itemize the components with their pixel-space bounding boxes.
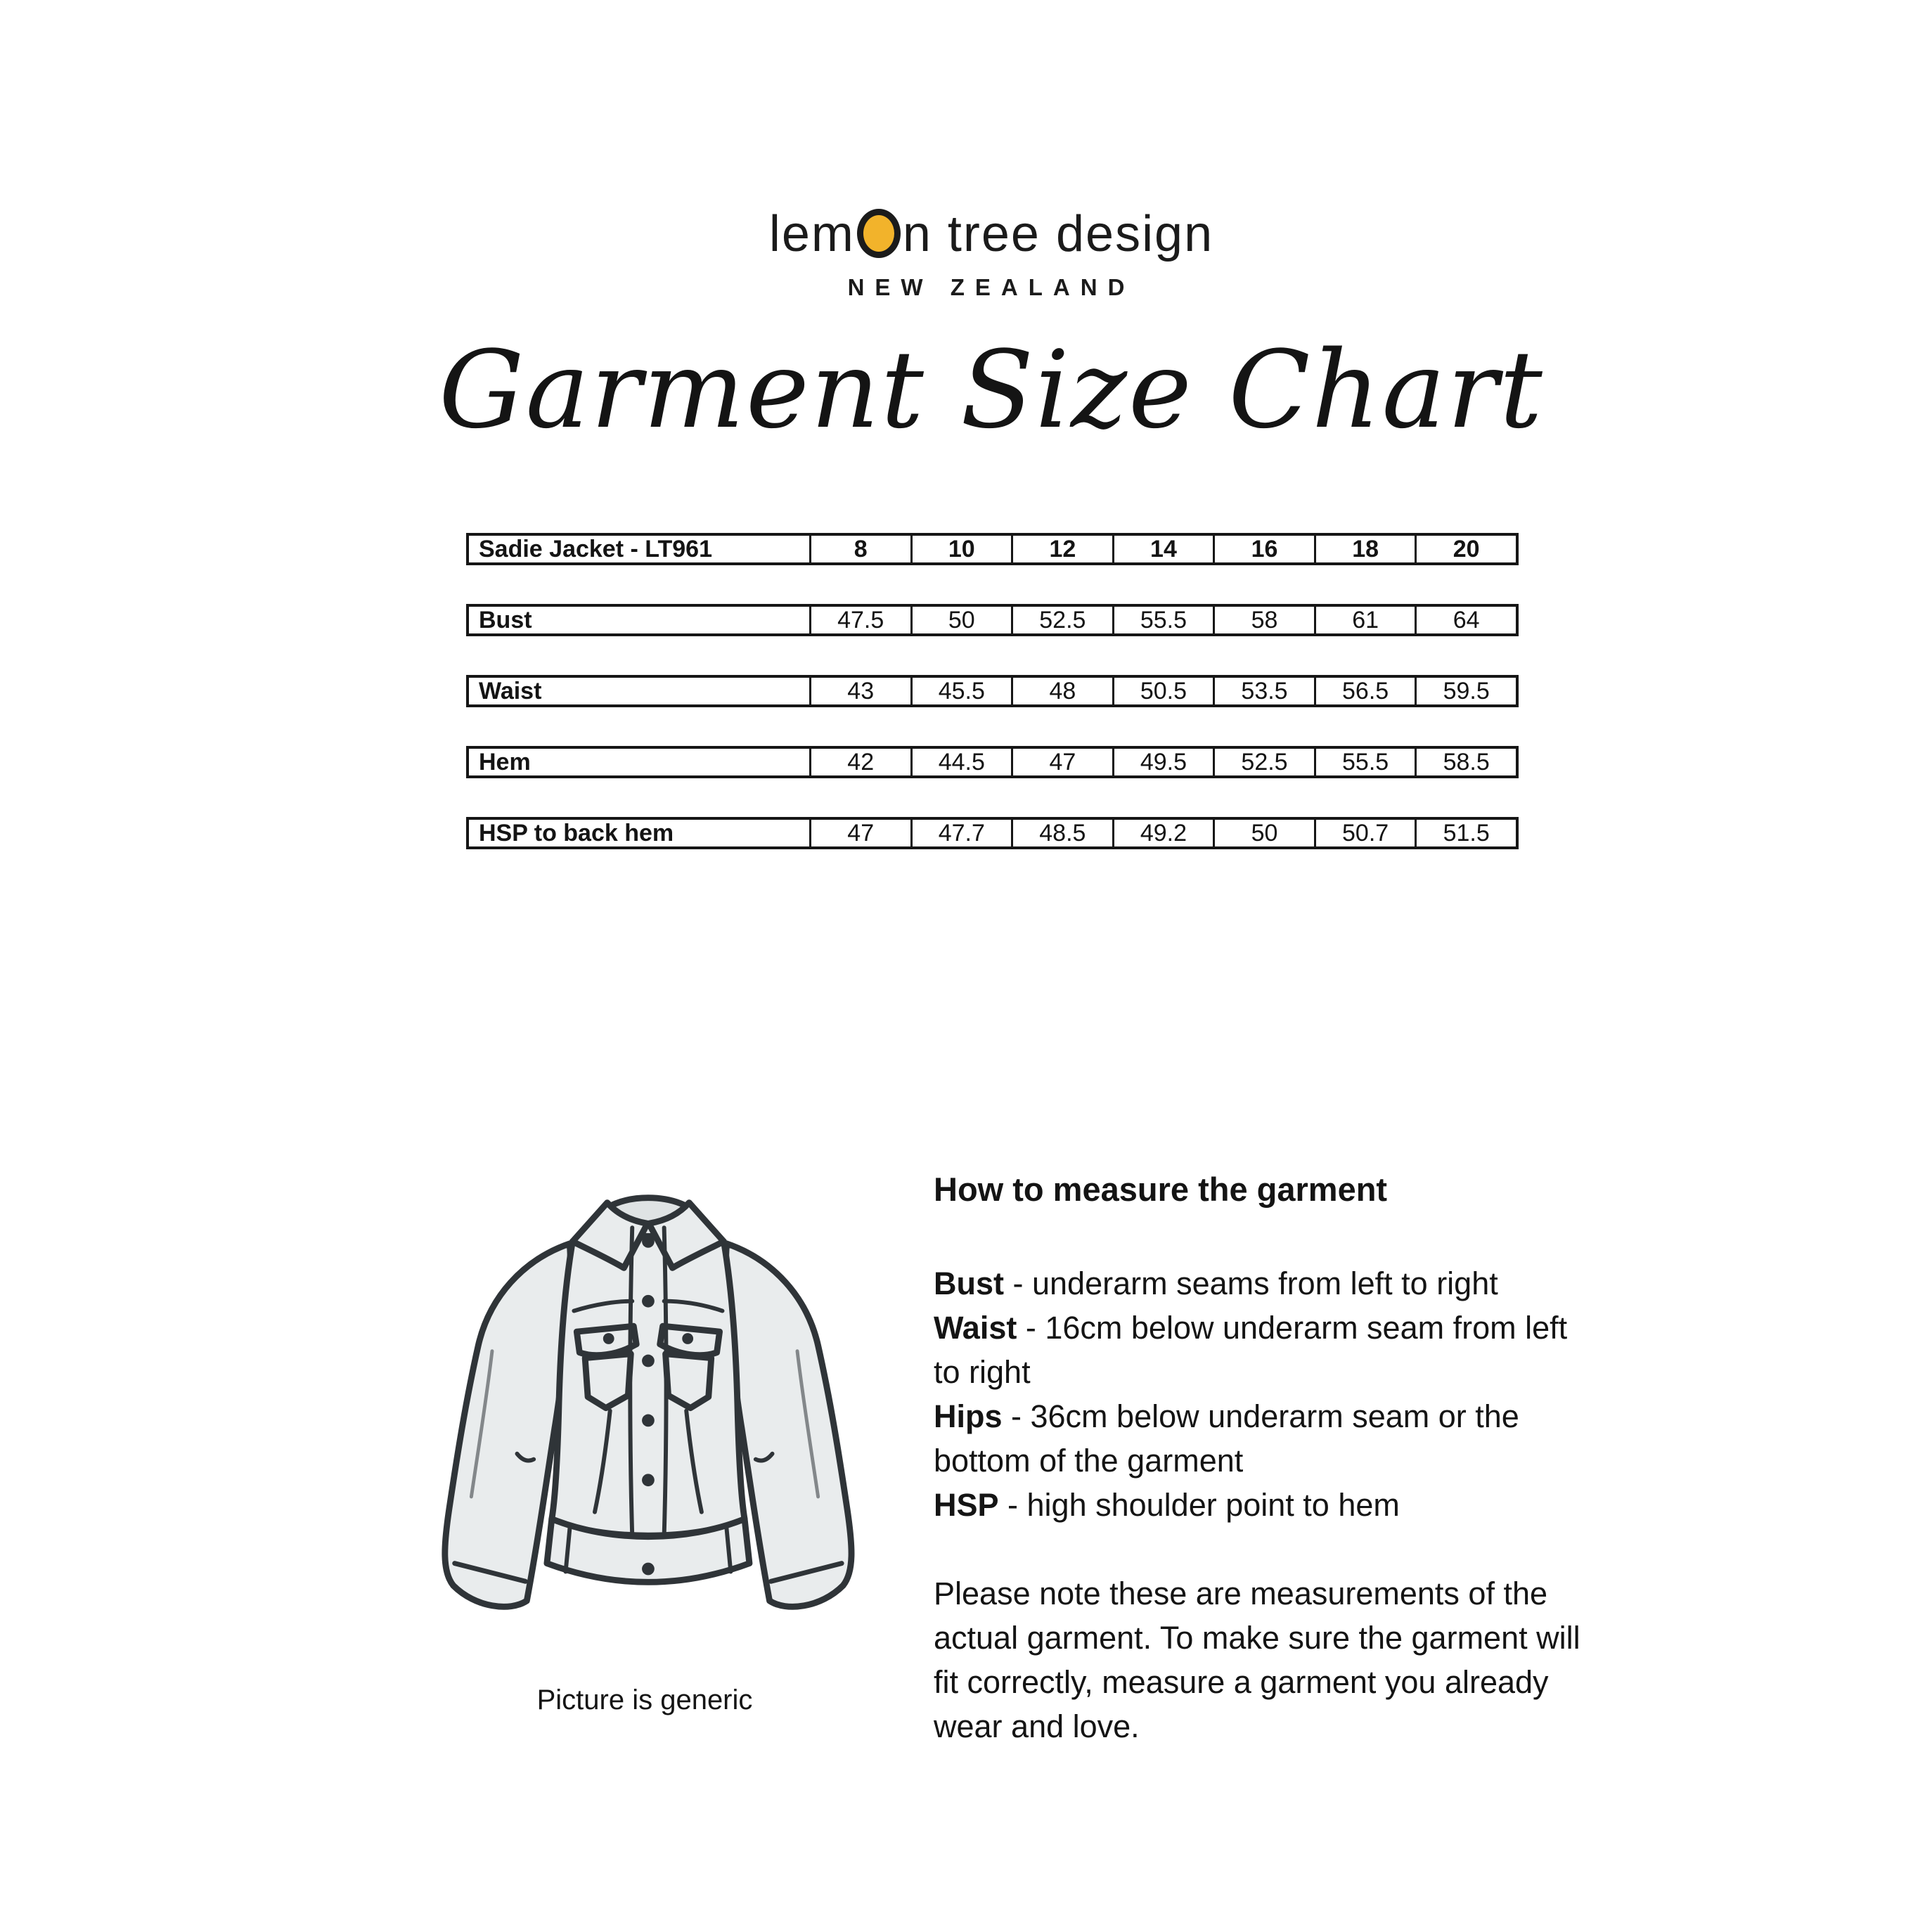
row-label: HSP to back hem — [479, 820, 674, 846]
measurement-cell: 47.7 — [910, 820, 1012, 846]
waist-row — [466, 675, 1519, 707]
measurement-cell: 47 — [1011, 749, 1112, 775]
measurement-cell: 50 — [1213, 820, 1314, 846]
measurement-cell: 64 — [1415, 607, 1516, 633]
measurement-cell: 59.5 — [1415, 678, 1516, 704]
instruction-item-hsp — [934, 1483, 1588, 1527]
instruction-term: Bust — [934, 1266, 1004, 1301]
bust-row — [466, 604, 1519, 636]
product-name-cell: Sadie Jacket - LT961 — [479, 536, 712, 562]
measurement-cell: 42 — [809, 749, 910, 775]
hem-row — [466, 746, 1519, 778]
measurement-cell: 50 — [910, 607, 1012, 633]
measurement-cell: 52.5 — [1011, 607, 1112, 633]
brand-logo — [464, 205, 1519, 301]
measurement-cell: 48 — [1011, 678, 1112, 704]
measurement-cell: 55.5 — [1112, 607, 1213, 633]
instruction-text: - 36cm below underarm seam or the bottom of the garment — [934, 1398, 1519, 1479]
size-chart-table — [466, 533, 1519, 888]
instructions-heading: How to measure the garment — [934, 1171, 1388, 1208]
measurement-cell: 47.5 — [809, 607, 910, 633]
instruction-text: - 16cm below underarm seam from left to right — [934, 1310, 1568, 1390]
measurement-cell: 50.7 — [1314, 820, 1415, 846]
size-header-cell: 12 — [1011, 536, 1112, 562]
measurement-cell: 50.5 — [1112, 678, 1213, 704]
measurement-cell: 49.2 — [1112, 820, 1213, 846]
brand-wordmark-part2: n tree design — [902, 206, 1214, 262]
size-header-cell: 18 — [1314, 536, 1415, 562]
measurement-cell: 56.5 — [1314, 678, 1415, 704]
size-header-cell: 8 — [809, 536, 910, 562]
measurement-cell: 44.5 — [910, 749, 1012, 775]
page-title: Garment Size Chart — [439, 328, 1544, 452]
instruction-term: Waist — [934, 1310, 1017, 1346]
measurement-cell: 43 — [809, 678, 910, 704]
instructions-list — [934, 1261, 1588, 1527]
illustration-caption: Picture is generic — [536, 1685, 753, 1715]
brand-country: NEW ZEALAND — [847, 274, 1135, 300]
size-header-cell: 10 — [910, 536, 1012, 562]
measurement-cell: 45.5 — [910, 678, 1012, 704]
instruction-item-hips — [934, 1394, 1588, 1483]
measurement-cell: 58 — [1213, 607, 1314, 633]
measurement-cell: 61 — [1314, 607, 1415, 633]
instructions-note: Please note these are measurements of the actual garment. To make sure the garment will fit correctly, measure a garment you already wear and love. — [934, 1576, 1580, 1744]
instruction-text: - underarm seams from left to right — [1004, 1266, 1498, 1301]
instruction-term: HSP — [934, 1487, 999, 1523]
size-chart-header-row — [466, 533, 1519, 565]
row-label: Waist — [479, 678, 542, 704]
jacket-illustration — [388, 1122, 901, 1656]
measurement-cell: 58.5 — [1415, 749, 1516, 775]
size-header-cell: 14 — [1112, 536, 1213, 562]
measurement-cell: 55.5 — [1314, 749, 1415, 775]
brand-wordmark-part1: lem — [768, 206, 855, 262]
measurement-cell: 49.5 — [1112, 749, 1213, 775]
hsp-row — [466, 817, 1519, 849]
instruction-item-waist — [934, 1306, 1588, 1394]
row-label: Bust — [479, 607, 532, 633]
lemon-icon — [857, 209, 901, 258]
measurement-cell: 52.5 — [1213, 749, 1314, 775]
measurement-cell: 51.5 — [1415, 820, 1516, 846]
instruction-item-bust — [934, 1261, 1588, 1306]
instruction-text: - high shoulder point to hem — [998, 1487, 1400, 1523]
measurement-cell: 47 — [809, 820, 910, 846]
instruction-term: Hips — [934, 1398, 1003, 1434]
measurement-cell: 48.5 — [1011, 820, 1112, 846]
measuring-instructions — [934, 1168, 1588, 1780]
size-header-cell: 16 — [1213, 536, 1314, 562]
measurement-cell: 53.5 — [1213, 678, 1314, 704]
size-header-cell: 20 — [1415, 536, 1516, 562]
brand-wordmark — [464, 205, 1519, 263]
row-label: Hem — [479, 749, 531, 775]
